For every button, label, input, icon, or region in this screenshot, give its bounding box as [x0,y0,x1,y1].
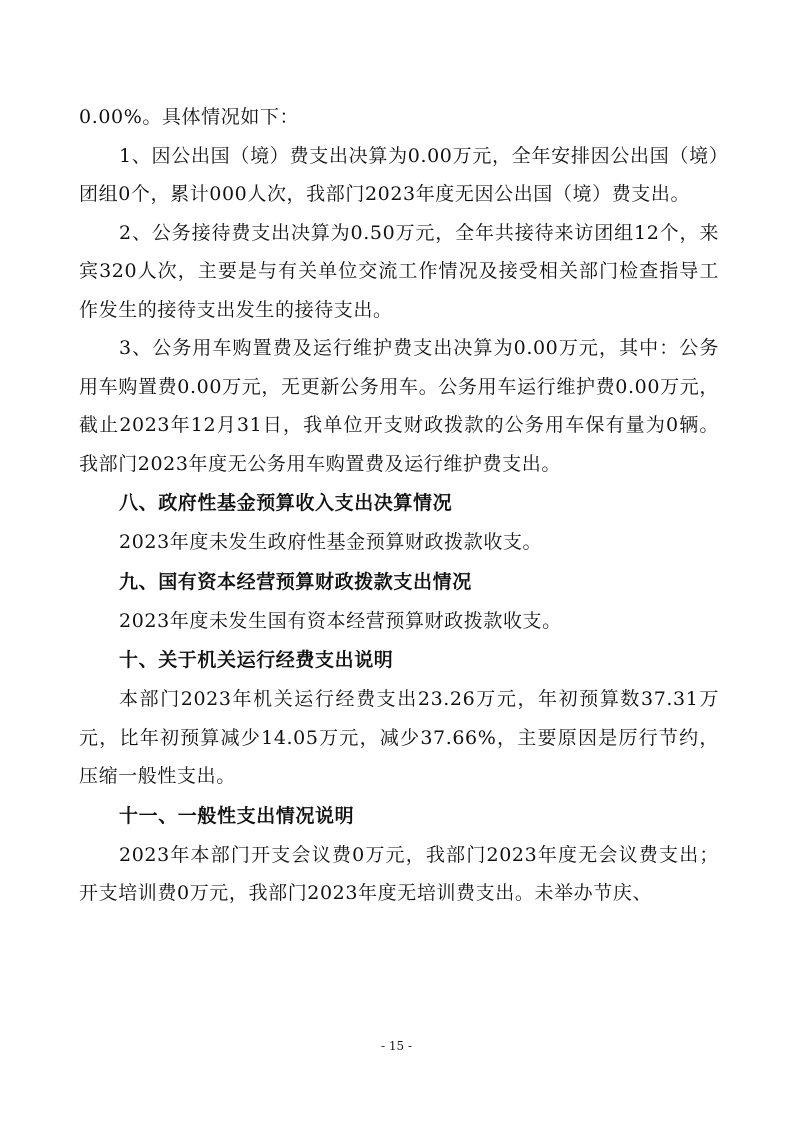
paragraph-official-reception: 2、公务接待费支出决算为0.50万元，全年共接待来访团组12个，来宾320人次，主要是与有关单位交流工作情况及接受相关部门检查指导工作发生的接待支出发生的接待支出。 [79,221,719,321]
section-heading-government-fund: 八、政府性基金预算收入支出决算情况 [119,492,453,514]
paragraph-official-vehicles: 3、公务用车购置费及运行维护费支出决算为0.00万元，其中：公务用车购置费0.00万元，无更新公务用车。公务用车运行维护费0.00万元，截止2023年12月31日，我单位开支财政拨款的公务用车保有量为0辆。我部门2023年度无公务用车购置费及运行维护费支出。 [79,337,719,475]
document-body [79,98,719,913]
section-heading-operating-expenses: 十、关于机关运行经费支出说明 [119,649,394,671]
section-heading-state-capital: 九、国有资本经营预算财政拨款支出情况 [119,570,472,593]
paragraph-government-fund: 2023年度未发生政府性基金预算财政拨款收支。 [119,531,543,553]
paragraph-operating-expenses: 本部门2023年机关运行经费支出23.26万元，年初预算数37.31万元，比年初预算减少14.05万元，减少37.66%，主要原因是厉行节约，压缩一般性支出。 [79,688,719,787]
paragraph-continuation: 0.00%。具体情况如下： [79,106,300,128]
paragraph-overseas-travel: 1、因公出国（境）费支出决算为0.00万元，全年安排因公出国（境）团组0个，累计000人次，我部门2023年度无因公出国（境）费支出。 [79,144,719,205]
page-number: - 15 - [380,1039,412,1053]
paragraph-general-expenditure: 2023年本部门开支会议费0万元，我部门2023年度无会议费支出；开支培训费0万元，我部门2023年度无培训费支出。未举办节庆、 [79,843,719,904]
section-heading-general-expenditure: 十一、一般性支出情况说明 [119,804,355,827]
paragraph-state-capital: 2023年度未发生国有资本经营预算财政拨款收支。 [119,609,562,632]
